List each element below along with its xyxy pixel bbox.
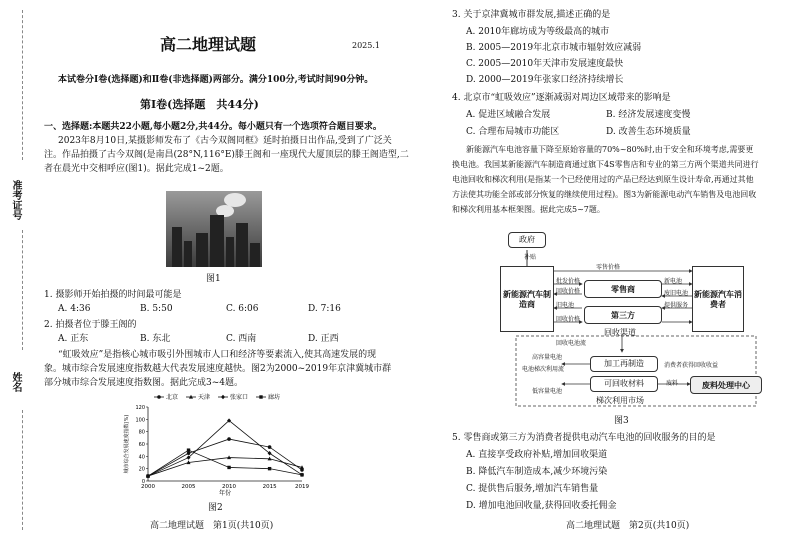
option-c[interactable]: C. 2005—2010年天津市发展速度最快 <box>466 59 624 69</box>
question-4: 4. 北京市“虹吸效应”逐渐减弱对周边区域带来的影响是 <box>452 93 671 103</box>
flow-label: 电池梯次利用流 <box>522 366 565 373</box>
question-2: 2. 拍摄者位于滕王阁的 <box>44 320 137 330</box>
y-tick-label: 120 <box>135 405 145 411</box>
intro-text: 本试卷分Ⅰ卷(选择题)和Ⅱ卷(非选择题)两部分。满分100分,考试时间90分钟。 <box>58 75 374 85</box>
question-3: 3. 关于京津冀城市群发展,描述正确的是 <box>452 10 611 20</box>
flow-label: 提供服务 <box>664 302 689 309</box>
x-tick-label: 2010 <box>222 484 237 490</box>
passage-line: 者在晨光中交相呼应(图1)。据此完成1~2题。 <box>44 164 229 174</box>
option-b[interactable]: B. 5:50 <box>140 304 173 314</box>
option-d[interactable]: D. 7:16 <box>308 304 341 314</box>
x-tick-label: 2015 <box>262 484 277 490</box>
passage-line: 换电池。我国某新能源汽车制造商通过旗下4S零售店和专业的第三方两个渠道共同进行 <box>452 160 759 169</box>
question-5: 5. 零售商或第三方为消费者提供电动汽车电池的回收服务的目的是 <box>452 433 716 443</box>
legend-label: 张家口 <box>230 394 249 401</box>
binding-line <box>22 410 23 530</box>
option-a[interactable]: A. 直接享受政府补贴,增加回收渠道 <box>466 450 608 460</box>
remanufacture-box: 加工再制造 <box>590 356 658 372</box>
manufacturer-box: 新能源汽车制造商 <box>500 266 554 332</box>
instruction-text: 一、选择题:本题共22小题,每小题2分,共44分。每小题只有一个选项符合题目要求。 <box>44 122 382 132</box>
y-tick-label: 40 <box>138 454 145 461</box>
binding-line <box>22 230 23 350</box>
page-footer: 高二地理试题 第2页(共10页) <box>566 521 690 531</box>
x-tick-label: 2005 <box>181 484 196 490</box>
option-a[interactable]: A. 正东 <box>58 334 89 344</box>
subsidy-label: 补贴 <box>524 254 537 261</box>
page-footer: 高二地理试题 第1页(共10页) <box>150 521 274 531</box>
line-chart <box>120 391 320 501</box>
flow-label: 回收价格 <box>556 288 581 295</box>
name-label: 姓名 <box>10 372 21 392</box>
skyline-photo <box>166 191 262 267</box>
waste-center-box: 废料处理中心 <box>690 376 762 394</box>
government-box: 政府 <box>508 232 546 248</box>
data-point <box>268 467 271 470</box>
passage-line: 和梯次利用基本框架图。据此完成5~7题。 <box>452 205 605 214</box>
admission-number-label: 准考证号 <box>10 180 21 220</box>
legend-label: 天津 <box>198 394 211 401</box>
passage-line: 2023年8月10日,某摄影师发布了《古今双阁同框》延时拍摄日出作品,受到了广泛关 <box>58 136 392 146</box>
x-tick-label: 2000 <box>141 484 155 490</box>
option-d[interactable]: D. 2000—2019年张家口经济持续增长 <box>466 75 624 85</box>
figure-caption: 图1 <box>206 274 221 284</box>
flow-label: 回收价格 <box>556 316 581 323</box>
y-tick-label: 100 <box>135 417 145 424</box>
echelon-market-label: 梯次利用市场 <box>596 396 644 405</box>
series-line <box>148 458 302 477</box>
third-party-box: 第三方 <box>584 306 662 324</box>
binding-line <box>22 10 23 160</box>
legend-marker <box>259 395 262 398</box>
passage-line: “虹吸效应”是指核心城市吸引外围城市人口和经济等要素流入,使其高速发展的现 <box>58 350 377 360</box>
y-tick-label: 80 <box>138 429 145 436</box>
flow-label: 批发价格 <box>556 278 581 285</box>
x-axis-label: 年份 <box>218 490 232 497</box>
data-point <box>268 445 272 449</box>
passage-line: 部分城市综合发展速度指数图。据此完成3~4题。 <box>44 378 243 388</box>
flow-label: 低容量电池 <box>532 388 563 395</box>
data-point <box>187 451 191 455</box>
retailer-box: 零售商 <box>584 280 662 298</box>
x-tick-label: 2019 <box>295 484 309 490</box>
option-a[interactable]: A. 促进区域融合发展 <box>466 110 551 120</box>
consumer-box: 新能源汽车消费者 <box>692 266 744 332</box>
passage-line: 方法使其功能全部或部分恢复的继续使用过程)。图3为新能源电动汽车销售及电池回收 <box>452 190 757 199</box>
passage-line: 新能源汽车电池容量下降至原始容量的70%~80%时,由于安全和环境考虑,需要更 <box>466 145 754 154</box>
legend-label: 北京 <box>166 394 179 401</box>
passage-line: 注。作品拍摄了古今双阁(是南昌(28°N,116°E)滕王阁和一座现代大厦顶层的滕王阁造型,二 <box>44 150 409 160</box>
flow-label: 废旧电池 <box>664 290 689 297</box>
data-point <box>146 474 149 477</box>
option-c[interactable]: C. 6:06 <box>226 304 259 314</box>
data-point <box>187 448 190 451</box>
option-b[interactable]: B. 降低汽车制造成本,减少环境污染 <box>466 467 608 477</box>
flow-label: 零售价格 <box>596 264 621 271</box>
option-c[interactable]: C. 合理布局城市功能区 <box>466 127 560 137</box>
option-c[interactable]: C. 西南 <box>226 334 257 344</box>
y-tick-label: 20 <box>138 466 145 473</box>
option-a[interactable]: A. 4:36 <box>58 304 91 314</box>
legend-marker <box>221 395 225 399</box>
data-point <box>227 437 231 441</box>
option-c[interactable]: C. 提供售后服务,增加汽车销售量 <box>466 484 599 494</box>
flow-label: 废料 <box>666 380 679 387</box>
flow-label: 新电池 <box>664 278 683 285</box>
option-b[interactable]: B. 东北 <box>140 334 171 344</box>
recyclable-material-box: 可回收材料 <box>590 376 658 392</box>
flow-label: 消费者获得回收收益 <box>664 362 719 369</box>
exam-date: 2025.1 <box>352 41 380 50</box>
y-tick-label: 60 <box>138 442 145 448</box>
option-d[interactable]: D. 改善生态环境质量 <box>606 127 691 137</box>
passage-line: 电池回收和梯次利用(是指某一个已经使用过的产品已经达到原生设计寿命,再通过其他 <box>452 175 754 184</box>
option-d[interactable]: D. 正西 <box>308 334 339 344</box>
y-axis-label: 城市综合发展速度指数(%) <box>124 414 130 474</box>
recycle-channel-label: 回收渠道 <box>604 328 636 337</box>
option-b[interactable]: B. 2005—2019年北京市城市辐射效应减弱 <box>466 43 642 53</box>
series-line <box>148 421 302 476</box>
passage-line: 象。城市综合发展速度指数越大代表发展速度越快。图2为2000~2019年京津冀城市群 <box>44 364 392 374</box>
flow-label: 旧电池 <box>556 302 575 309</box>
option-b[interactable]: B. 经济发展速度变慢 <box>606 110 691 120</box>
flow-label: 回收电池流 <box>556 340 587 347</box>
section-title: 第Ⅰ卷(选择题 共44分) <box>140 98 259 111</box>
exam-title: 高二地理试题 <box>160 35 257 54</box>
option-d[interactable]: D. 增加电池回收量,获得回收委托佣金 <box>466 501 617 511</box>
data-point <box>227 466 230 469</box>
figure-caption: 图2 <box>208 503 223 513</box>
data-point <box>300 473 303 476</box>
legend-label: 廊坊 <box>268 394 281 401</box>
y-tick-label: 0 <box>141 479 145 485</box>
option-a[interactable]: A. 2010年廊坊成为等级最高的城市 <box>466 27 610 37</box>
legend-marker <box>157 395 161 399</box>
flow-label: 高容量电池 <box>532 354 563 361</box>
question-1: 1. 摄影师开始拍摄的时间最可能是 <box>44 290 182 300</box>
figure-caption: 图3 <box>614 416 629 426</box>
